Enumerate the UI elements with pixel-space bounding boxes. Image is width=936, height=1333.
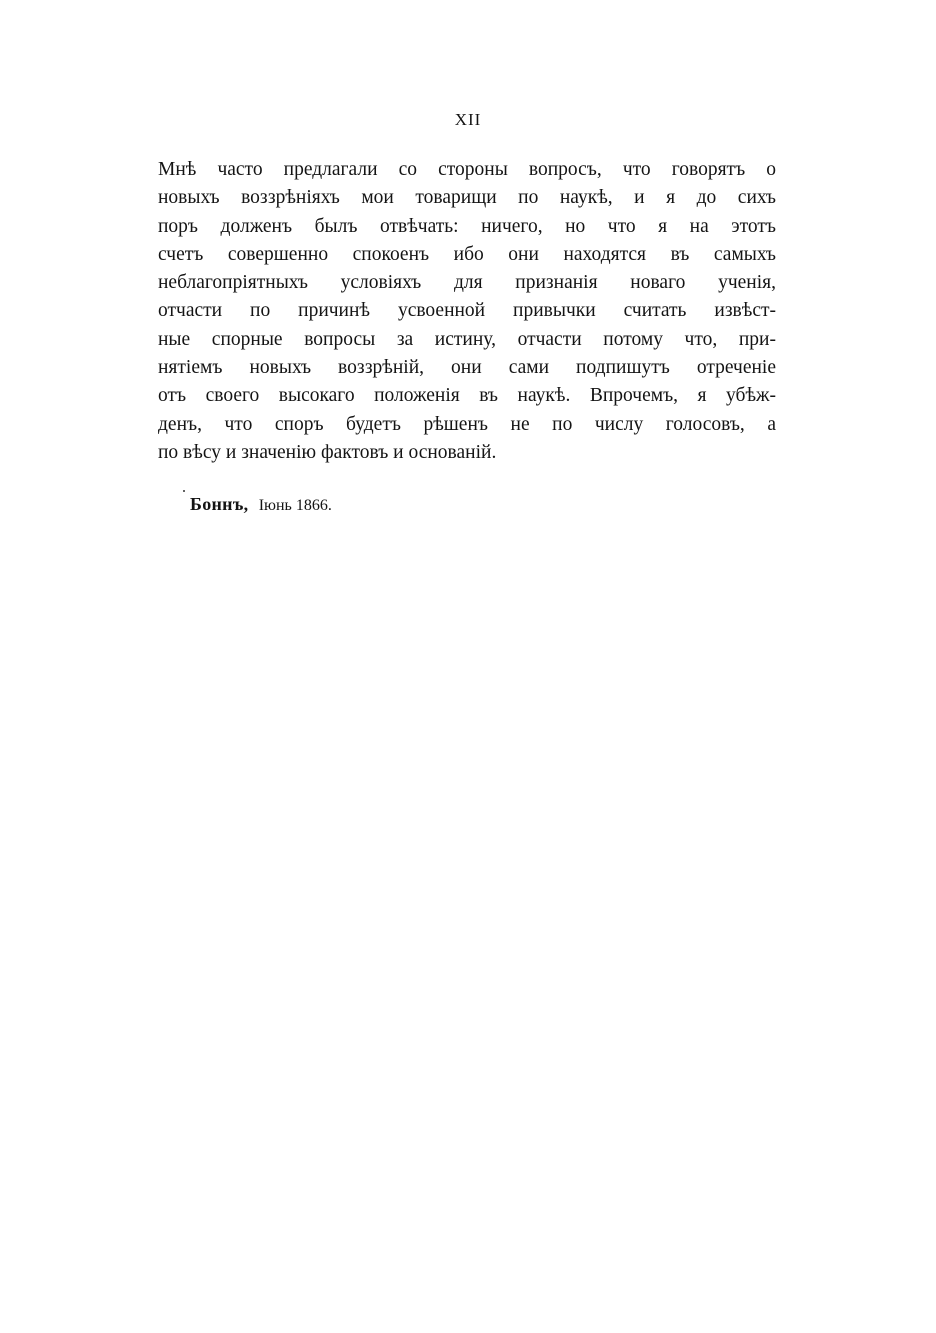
text-line: Мнѣ часто предлагали со стороны вопросъ, что говорятъ о [158, 159, 776, 180]
text-line: неблагопріятныхъ условіяхъ для признанія новаго ученія, [158, 272, 776, 294]
text-line: по вѣсу и значенію фактовъ и основаній. [158, 441, 497, 463]
text-line: отъ своего высокаго положенія въ наукѣ. Впрочемъ, я убѣж- [158, 385, 776, 407]
signature-date: Іюнь 1866. [258, 497, 332, 514]
page-number: XII [454, 110, 482, 129]
print-speck [183, 490, 185, 492]
text-line: счетъ совершенно спокоенъ ибо они находятся въ самыхъ [158, 243, 776, 265]
body-paragraph [158, 156, 776, 467]
text-line: нятіемъ новыхъ воззрѣній, они сами подпишутъ отреченіе [158, 357, 776, 379]
text-line: денъ, что споръ будетъ рѣшенъ не по числу голосовъ, а [158, 413, 776, 435]
signature-line [190, 494, 332, 515]
signature-place: Боннъ, [190, 494, 249, 514]
text-line: ные спорные вопросы за истину, отчасти потому что, при- [158, 328, 776, 350]
text-line: поръ долженъ былъ отвѣчать: ничего, но что я на этотъ [158, 215, 776, 237]
text-line: новыхъ воззрѣніяхъ мои товарищи по наукѣ, и я до сихъ [158, 187, 776, 209]
text-line: отчасти по причинѣ усвоенной привычки считать извѣст- [158, 300, 776, 322]
